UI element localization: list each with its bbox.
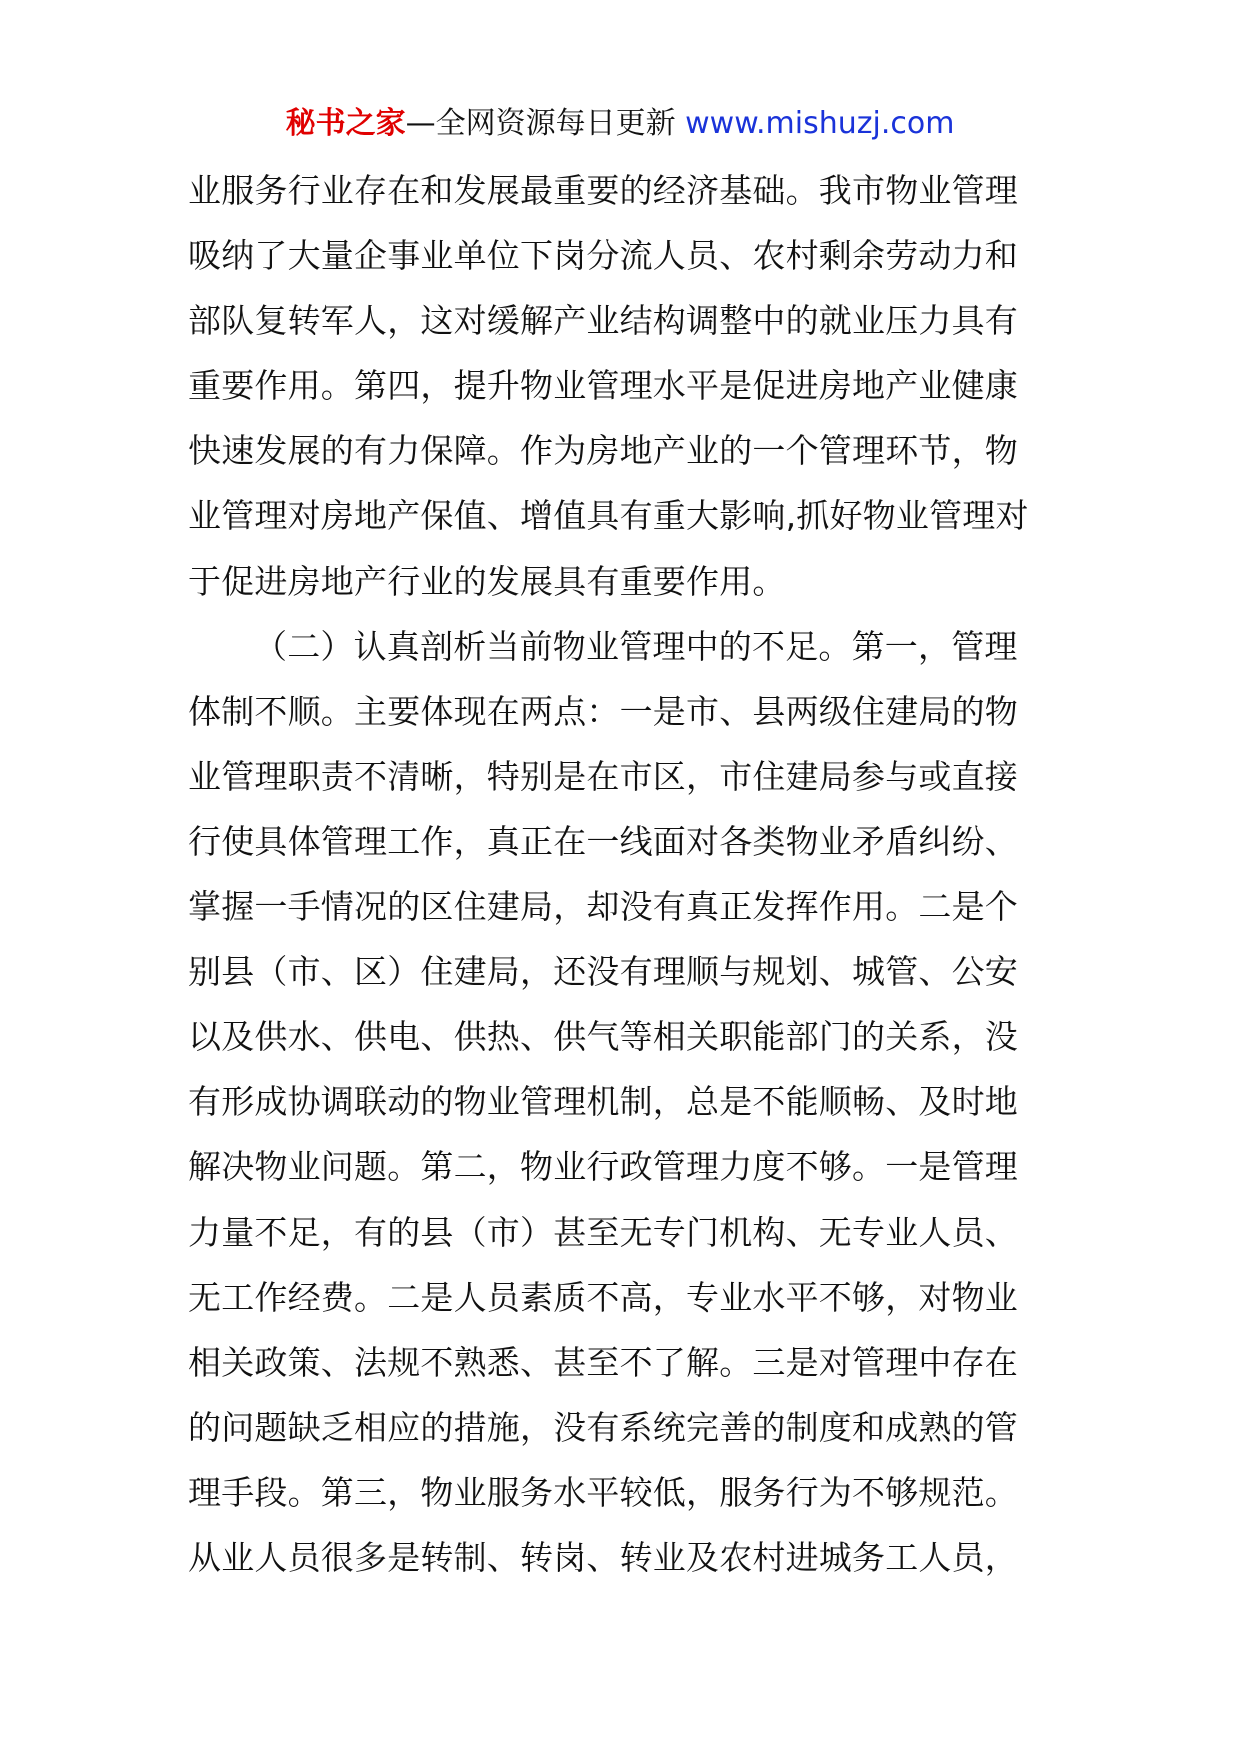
text-line: 力量不足，有的县（市）甚至无专门机构、无专业人员、 xyxy=(188,1212,1018,1252)
text-line: 行使具体管理工作，真正在一线面对各类物业矛盾纠纷、 xyxy=(188,821,1018,861)
text-line: 吸纳了大量企事业单位下岗分流人员、农村剩余劳动力和 xyxy=(188,236,1018,276)
text-line: 业管理职责不清晰，特别是在市区，市住建局参与或直接 xyxy=(188,756,1018,796)
text-line: 从业人员很多是转制、转岗、转业及农村进城务工人员， xyxy=(188,1537,1018,1577)
text-line: 体制不顺。主要体现在两点：一是市、县两级住建局的物 xyxy=(188,691,1018,731)
text-line: 解决物业问题。第二，物业行政管理力度不够。一是管理 xyxy=(188,1147,1018,1187)
text-line: 重要作用。第四，提升物业管理水平是促进房地产业健康 xyxy=(188,366,1018,406)
body-text xyxy=(188,158,1060,1590)
text-line: 掌握一手情况的区住建局，却没有真正发挥作用。二是个 xyxy=(188,887,1018,927)
text-line: 理手段。第三，物业服务水平较低，服务行为不够规范。 xyxy=(188,1472,1018,1512)
text-line: 以及供水、供电、供热、供气等相关职能部门的关系，没 xyxy=(188,1017,1018,1057)
header-tagline: —全网资源每日更新 xyxy=(405,106,686,141)
text-line: 部队复转军人，这对缓解产业结构调整中的就业压力具有 xyxy=(188,301,1018,341)
page-header xyxy=(0,100,1240,148)
header-url-link[interactable]: www.mishuzj.com xyxy=(685,106,955,141)
text-line: 别县（市、区）住建局，还没有理顺与规划、城管、公安 xyxy=(188,952,1018,992)
header-brand: 秘书之家 xyxy=(285,106,406,141)
text-line: 无工作经费。二是人员素质不高，专业水平不够，对物业 xyxy=(188,1277,1018,1317)
text-line: 快速发展的有力保障。作为房地产业的一个管理环节，物 xyxy=(188,431,1018,471)
paragraph-start-line: （二）认真剖析当前物业管理中的不足。第一，管理 xyxy=(254,626,1018,666)
text-line: 相关政策、法规不熟悉、甚至不了解。三是对管理中存在 xyxy=(188,1342,1018,1382)
text-line: 有形成协调联动的物业管理机制，总是不能顺畅、及时地 xyxy=(188,1082,1018,1122)
text-line: 的问题缺乏相应的措施，没有系统完善的制度和成熟的管 xyxy=(188,1407,1018,1447)
text-line: 业管理对房地产保值、增值具有重大影响,抓好物业管理对 xyxy=(188,496,1029,536)
text-line: 业服务行业存在和发展最重要的经济基础。我市物业管理 xyxy=(188,171,1018,210)
text-line: 于促进房地产行业的发展具有重要作用。 xyxy=(188,561,786,601)
